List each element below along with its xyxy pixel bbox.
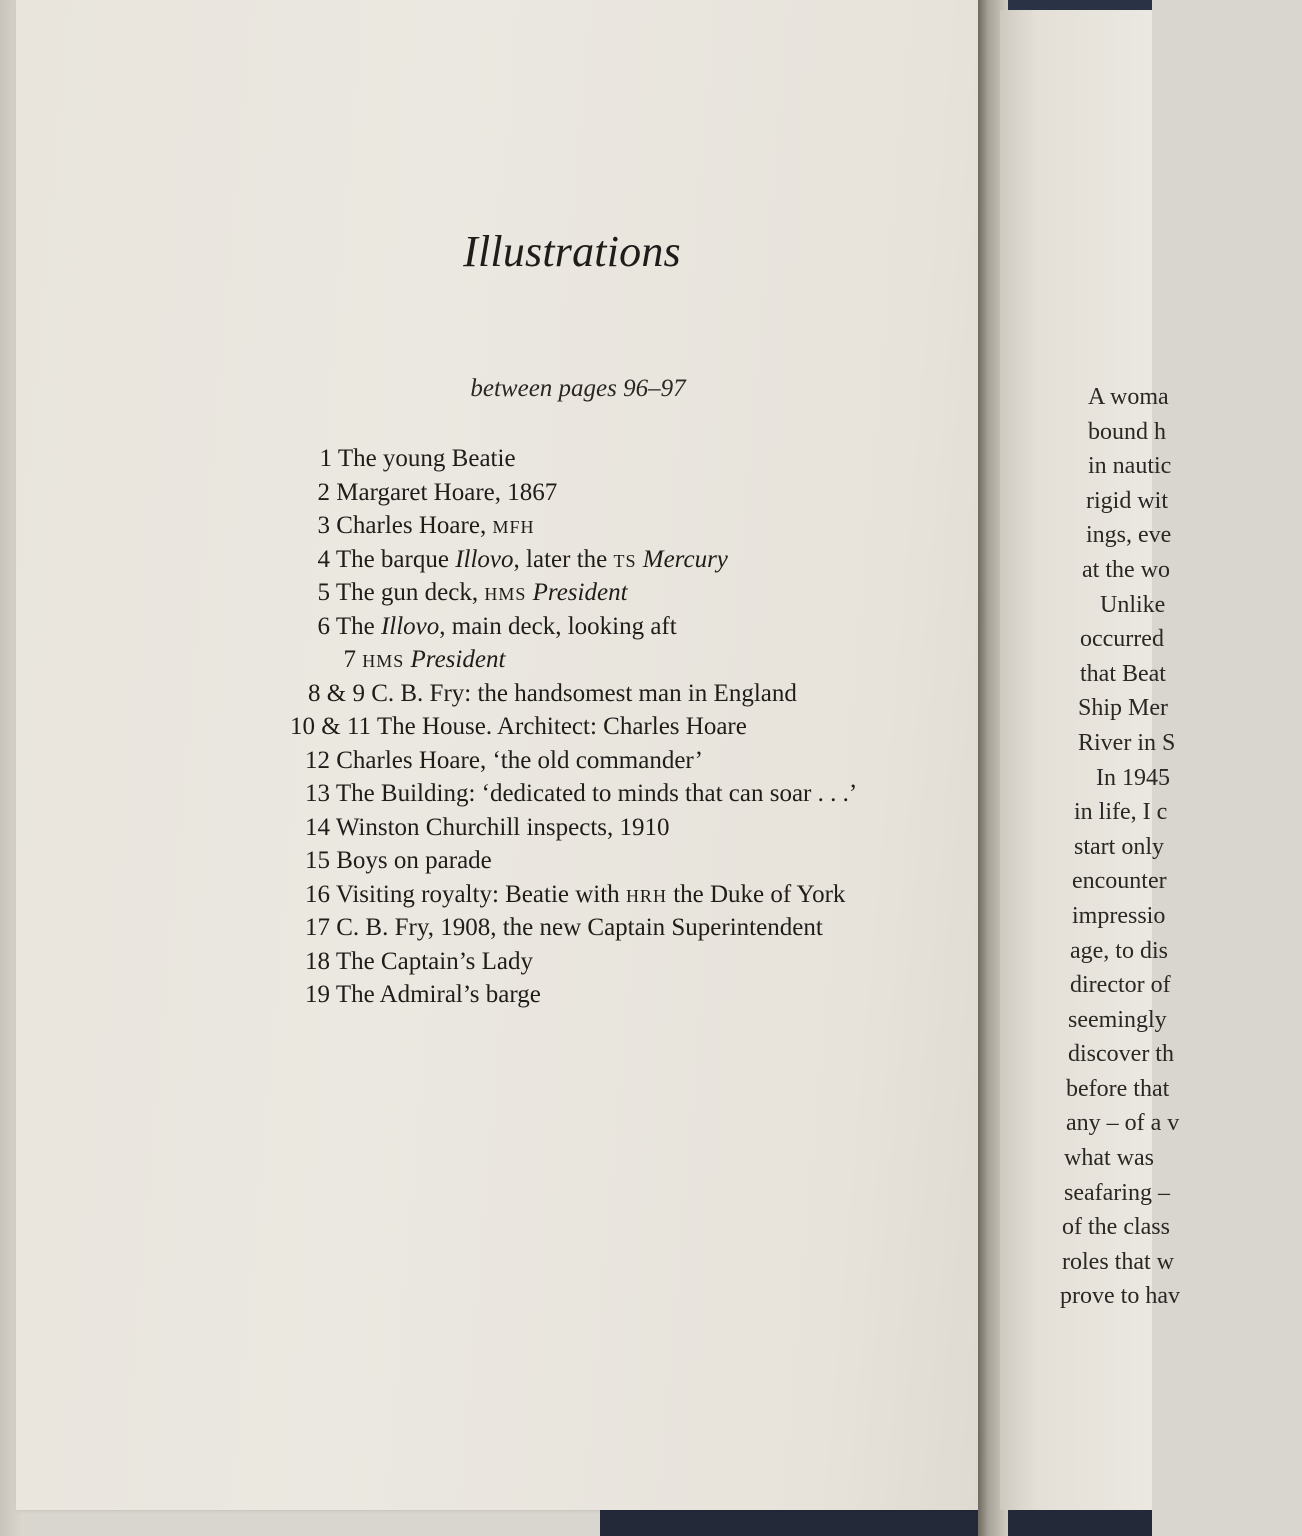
illustration-entry: [290, 911, 930, 945]
facing-page-line: any – of a v: [1066, 1110, 1180, 1137]
illustration-number: 6: [317, 612, 330, 640]
facing-page-line: impressio: [1072, 902, 1166, 929]
facing-page-line: prove to hav: [1060, 1283, 1180, 1310]
illustration-entry: [290, 677, 930, 711]
illustration-caption: Winston Churchill inspects, 1910: [335, 813, 670, 841]
facing-page-line: rigid wit: [1086, 487, 1168, 514]
facing-page-line: at the wo: [1082, 556, 1170, 583]
illustration-caption: C. B. Fry, 1908, the new Captain Superintendent: [336, 914, 823, 941]
illustration-entry: [290, 543, 930, 577]
illustration-caption: The Captain’s Lady: [335, 947, 533, 975]
illustration-entry: [290, 610, 930, 644]
illustration-number: 14: [305, 813, 330, 841]
page-title: Illustrations: [463, 227, 681, 276]
illustration-caption: Charles Hoare, MFH: [336, 512, 535, 539]
illustration-entry: [290, 777, 930, 811]
illustration-caption: The Illovo, main deck, looking aft: [335, 612, 677, 640]
illustration-number: 12: [305, 746, 330, 774]
illustration-number: 3: [317, 512, 330, 539]
facing-page-line: ings, eve: [1086, 522, 1172, 549]
illustration-caption: The Building: ‘dedicated to minds that can soar . . .’: [335, 780, 858, 807]
facing-page-line: roles that w: [1062, 1248, 1174, 1275]
illustration-entry: [290, 878, 930, 912]
facing-page-line: A woma: [1088, 384, 1169, 410]
illustration-entry: [290, 744, 930, 778]
facing-page-line: start only: [1074, 833, 1164, 860]
facing-page-line: of the class: [1062, 1214, 1170, 1241]
facing-page-line: Unlike: [1100, 591, 1166, 618]
illustration-entry: [290, 844, 930, 878]
illustration-caption: HMS President: [362, 646, 506, 673]
facing-page-line: seemingly: [1068, 1006, 1167, 1033]
illustration-entry: [290, 476, 930, 510]
facing-page-line: before that: [1066, 1075, 1170, 1102]
facing-page-line: seafaring –: [1064, 1179, 1170, 1206]
facing-page-line: in life, I c: [1074, 799, 1168, 826]
illustration-caption: The young Beatie: [337, 445, 516, 472]
illustrations-list: [290, 442, 930, 1012]
illustration-number: 8 & 9: [308, 679, 365, 707]
illustration-number: 16: [305, 880, 330, 908]
illustration-number: 18: [305, 947, 330, 975]
illustration-caption: C. B. Fry: the handsomest man in England: [371, 679, 797, 707]
illustration-caption: Charles Hoare, ‘the old commander’: [336, 746, 704, 774]
illustration-number: 19: [305, 981, 330, 1008]
illustration-number: 4: [317, 545, 330, 573]
illustration-entry: [290, 811, 930, 845]
illustration-caption: Visiting royalty: Beatie with HRH the Duke of York: [335, 880, 846, 908]
illustration-caption: Margaret Hoare, 1867: [336, 478, 558, 506]
facing-page-line: In 1945: [1096, 764, 1170, 791]
facing-page-line: what was: [1064, 1145, 1154, 1172]
facing-page-line: Ship Mer: [1078, 695, 1168, 722]
illustration-number: 7: [343, 646, 356, 673]
illustration-number: 15: [305, 847, 330, 874]
illustration-entry: [290, 643, 930, 677]
facing-page-text: [1060, 380, 1302, 1314]
illustration-entry: [290, 442, 930, 476]
illustration-entry: [290, 945, 930, 979]
facing-page-line: in nautic: [1088, 453, 1172, 480]
illustration-entry: [290, 509, 930, 543]
illustration-number: 1: [319, 445, 332, 472]
facing-page-line: that Beat: [1080, 660, 1166, 687]
facing-page-line: age, to dis: [1070, 937, 1168, 964]
facing-page-line: occurred: [1080, 626, 1164, 653]
illustration-number: 17: [305, 914, 330, 941]
illustration-number: 5: [317, 579, 330, 606]
illustration-number: 13: [305, 780, 330, 807]
illustration-caption: The barque Illovo, later the TS Mercury: [335, 545, 728, 573]
facing-page-line: bound h: [1088, 418, 1166, 445]
facing-page-line: director of: [1070, 972, 1171, 999]
facing-page-line: River in S: [1078, 729, 1176, 756]
facing-page-line: discover th: [1068, 1041, 1174, 1068]
illustration-entry: [290, 576, 930, 610]
illustration-entry: [290, 978, 930, 1012]
illustration-caption: The House. Architect: Charles Hoare: [376, 713, 747, 740]
illustration-number: 2: [317, 478, 330, 506]
illustration-number: 10 & 11: [290, 713, 372, 740]
page-subtitle: between pages 96–97: [470, 375, 686, 402]
illustration-caption: The gun deck, HMS President: [335, 579, 628, 606]
illustration-caption: The Admiral’s barge: [335, 981, 541, 1008]
illustration-caption: Boys on parade: [336, 847, 492, 874]
facing-page-line: encounter: [1072, 868, 1167, 895]
illustration-entry: [290, 710, 930, 744]
